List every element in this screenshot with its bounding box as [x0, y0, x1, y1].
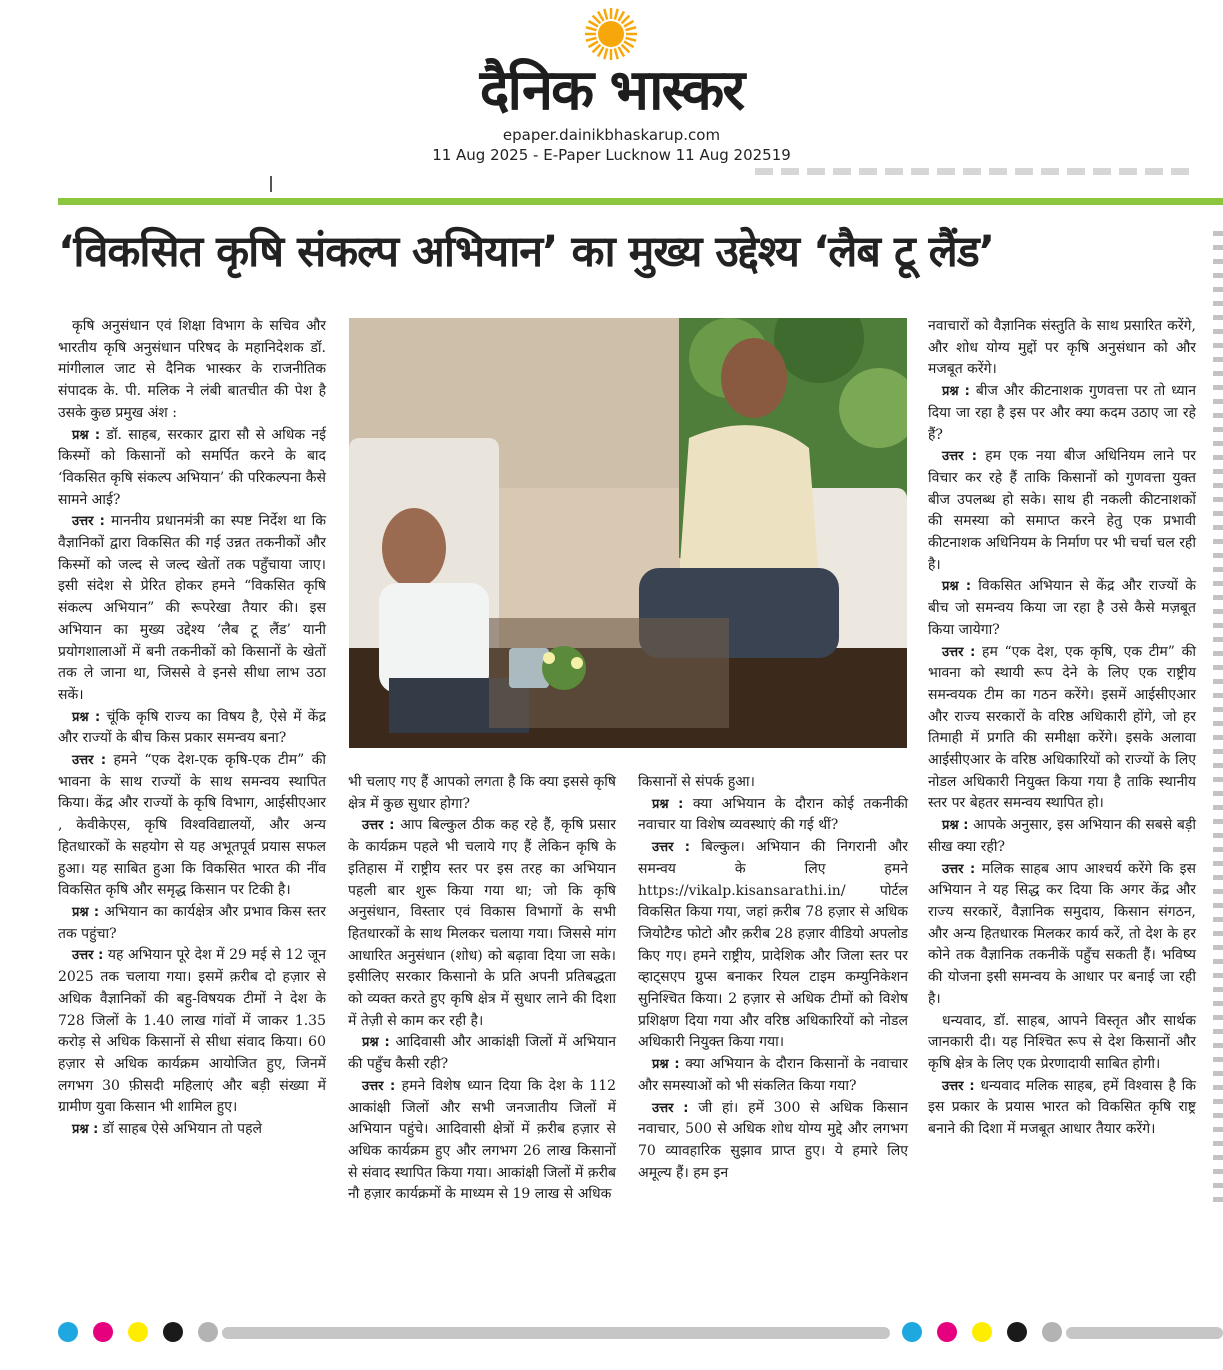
article-paragraph [928, 642, 1196, 816]
faint-text-line [1213, 259, 1223, 264]
faint-text-line [1213, 427, 1223, 432]
registration-dot [937, 1322, 957, 1342]
epaper-url: epaper.dainikbhaskarup.com [502, 126, 721, 144]
faint-text-line [1213, 707, 1223, 712]
registration-dot [902, 1322, 922, 1342]
registration-marks [0, 1322, 1223, 1346]
paragraph-text: हमने “एक देश-एक कृषि-एक टीम” की भावना के साथ राज्यों के साथ समन्वय स्थापित किया। केंद्र और राज्यों के कृषि विभाग, आईसीएआर , केवीकेएस, कृषि विश्वविद्यालयों, और अन्य हितधारकों के सहयोग से यह अभूतपूर्व प्रयास सफल हुआ। यह साबित हुआ कि विकसित भारत की नींव विकसित कृषि और समृद्ध किसान पर टिकी है। [58, 752, 326, 899]
article-paragraph [58, 316, 326, 425]
faint-text-line [1213, 567, 1223, 572]
question-label: प्रश्न : [72, 1122, 99, 1138]
article-paragraph [58, 750, 326, 902]
faint-text-line [1213, 525, 1223, 530]
paragraph-text: किसानों से संपर्क हुआ। [638, 774, 755, 790]
paragraph-text: मलिक साहब आप आश्चर्य करेंगे कि इस अभियान ने यह सिद्ध कर दिया कि अगर केंद्र और राज्य सरकारें, वैज्ञानिक समुदाय, किसान संगठन, और अन्य हितधारक मिलकर कार्य करें, तो देश के हर कोने तक वैज्ञानिक तकनीकें पहुँच सकती हैं। भविष्य की योजना इसी समन्वय के आधार पर बनाई जा रही है। [928, 860, 1197, 1007]
registration-dot [1042, 1322, 1062, 1342]
faint-text-line [1213, 959, 1223, 964]
article-paragraph [58, 511, 326, 706]
registration-dot [198, 1322, 218, 1342]
paragraph-text: विकसित अभियान से केंद्र और राज्यों के बीच जो समन्वय किया जा रहा है उसे कैसे मज़बूत किया जायेगा? [928, 578, 1197, 638]
paragraph-text: माननीय प्रधानमंत्री का स्पष्ट निर्देश था कि वैज्ञानिकों द्वारा विकसित की गई उन्नत तकनीकों और किस्मों को जल्द से जल्द खेतों तक पहुँचाया जाए। इसी संदेश से प्रेरित होकर हमने “विकसित कृषि संकल्प अभियान” की रूपरेखा तैयार की। इस अभियान का मुख्य उद्देश्य ‘लैब टू लैंड’ यानी प्रयोगशालाओं में बनी तकनीकों को किसानों के खेतों तक ले जाना था, जिससे वे इनसे सीधा लाभ उठा सकें। [58, 513, 327, 703]
answer-label: उत्तर : [652, 1100, 689, 1116]
paragraph-text: धन्यवाद मलिक साहब, हमें विश्वास है कि इस प्रकार के प्रयास भारत को विकसित कृषि राष्ट्र बनाने की दिशा में मजबूत आधार तैयार करेंगे। [928, 1077, 1197, 1138]
newspaper-logo: दैनिक भास्कर [479, 58, 744, 123]
faint-text-line [1213, 721, 1223, 726]
article-paragraph [638, 1098, 908, 1185]
article-paragraph [58, 707, 326, 750]
faint-text-line [1213, 455, 1223, 460]
article-paragraph [928, 1011, 1196, 1076]
faint-text-line [1213, 539, 1223, 544]
article-column-1 [58, 316, 326, 1141]
faint-text-line [1213, 861, 1223, 866]
paragraph-text: हमने विशेष ध्यान दिया कि देश के 112 आकांक्षी जिलों और सभी जनजातीय जिलों में अभियान पहुंचे। आदिवासी क्षेत्रों में क़रीब हज़ार से अधिक कार्यक्रम हुए और लगभग 26 लाख किसानों से संवाद स्थापित किया गया। आकांक्षी जिलों में क़रीब नौ हज़ार कार्यक्रमों के माध्यम से 19 लाख से अधिक [348, 1077, 617, 1203]
question-label: प्रश्न : [72, 709, 101, 725]
faint-text-line [1213, 245, 1223, 250]
paragraph-text: धन्यवाद, डॉ. साहब, आपने विस्तृत और सार्थक जानकारी दी। यह निश्चित रूप से देश किसानों और कृषि क्षेत्र के लिए एक प्रेरणादायी साबित होगी। [928, 1012, 1196, 1072]
registration-dot [972, 1322, 992, 1342]
paragraph-text: हम “एक देश, एक कृषि, एक टीम” की भावना को स्थायी रूप देने के लिए एक राष्ट्रीय समन्वयक टीम का गठन करेंगे। इसमें आईसीएआर और राज्य सरकारों के वरिष्ठ अधिकारी होंगे, जो हर तिमाही में प्रगति की समीक्षा करेंगे। इसके अलावा आईसीएआर के वरिष्ठ अधिकारियों को राज्यों के लिए नोडल अधिकारी नियुक्त किया गया है ताकि स्थानीय स्तर पर बेहतर समन्वय स्थापित हो। [928, 643, 1196, 812]
faint-text-line [1213, 1183, 1223, 1188]
faint-text-line [1213, 1113, 1223, 1118]
faint-text-line [1213, 301, 1223, 306]
registration-dot [58, 1322, 78, 1342]
question-label: प्रश्न : [942, 818, 969, 834]
paragraph-text: बीज और कीटनाशक गुणवत्ता पर तो ध्यान दिया जा रहा है इस पर और क्या कदम उठाए जा रहे हैं? [928, 383, 1196, 443]
article-column-2 [348, 772, 616, 1206]
article-paragraph [348, 1032, 616, 1075]
registration-dot [93, 1322, 113, 1342]
article-paragraph [928, 446, 1196, 576]
faint-text-line [1213, 833, 1223, 838]
paragraph-text: क्या अभियान के दौरान किसानों के नवाचार और समस्याओं को भी संकलित किया गया? [638, 1056, 908, 1094]
answer-label: उत्तर : [362, 818, 395, 834]
faint-text-line [1213, 665, 1223, 670]
faint-text-line [1213, 1043, 1223, 1048]
question-label: प्रश्न : [72, 427, 101, 443]
article-paragraph [638, 1054, 908, 1097]
faint-text-line [1213, 1099, 1223, 1104]
faint-text-line [1213, 315, 1223, 320]
faint-text-line [1213, 679, 1223, 684]
faint-text-line [1213, 1001, 1223, 1006]
faint-text-line [1213, 1029, 1223, 1034]
question-label: प्रश्न : [942, 384, 970, 400]
article-paragraph [58, 425, 326, 512]
divider [270, 176, 272, 192]
faint-text-line [1213, 973, 1223, 978]
article-paragraph [928, 859, 1196, 1011]
faint-text-line [1213, 945, 1223, 950]
faint-text-line [1213, 1141, 1223, 1146]
faint-text-line [1213, 1057, 1223, 1062]
faint-text-line [1213, 791, 1223, 796]
article-paragraph [348, 1076, 616, 1206]
faint-text-line [1213, 511, 1223, 516]
article-paragraph [638, 772, 908, 794]
answer-label: उत्तर : [72, 753, 107, 769]
edition-date: 11 Aug 2025 - E-Paper Lucknow 11 Aug 202519 [432, 146, 791, 164]
faint-text-line [1213, 1155, 1223, 1160]
faint-text-line [1213, 805, 1223, 810]
faint-text-line [1213, 819, 1223, 824]
faint-text-line [1213, 637, 1223, 642]
faint-text-line [1213, 231, 1223, 236]
faint-header-text [755, 168, 1195, 175]
faint-text-line [1213, 749, 1223, 754]
article-paragraph [638, 837, 908, 1054]
article-paragraph [928, 576, 1196, 641]
registration-dot [128, 1322, 148, 1342]
faint-text-line [1213, 441, 1223, 446]
paragraph-text: जी हां। हमें 300 से अधिक किसान नवाचार, 500 से अधिक शोध योग्य मुद्दे और लगभग 70 व्यावहारिक सुझाव प्राप्त हुए। ये हमारे लिए अमूल्य हैं। हम इन [638, 1099, 908, 1181]
paragraph-text: हम एक नया बीज अधिनियम लाने पर विचार कर रहे हैं ताकि किसानों को गुणवत्ता युक्त बीज उपलब्ध हो सके। साथ ही नकली कीटनाशकों की समस्या को समाप्त करने हेतु एक प्रभावी कीटनाशक अधिनियम के निर्माण पर भी चर्चा चल रही है। [928, 448, 1196, 573]
faint-text-line [1213, 497, 1223, 502]
answer-label: उत्तर : [942, 1078, 975, 1094]
question-label: प्रश्न : [362, 1035, 390, 1051]
article-paragraph [928, 1076, 1196, 1141]
article-paragraph [348, 815, 616, 1032]
answer-label: उत्तर : [942, 861, 976, 877]
question-label: प्रश्न : [942, 579, 972, 595]
faint-text-line [1213, 651, 1223, 656]
article-paragraph [638, 794, 908, 837]
paragraph-text: डॉ. साहब, सरकार द्वारा सौ से अधिक नई किस्मों को किसानों को समर्पित करने के बाद ‘विकसित कृषि संकल्प अभियान’ की परिकल्पना कैसे सामने आई? [58, 426, 326, 508]
faint-text-line [1213, 553, 1223, 558]
registration-bar [222, 1327, 890, 1339]
faint-text-line [1213, 357, 1223, 362]
faint-text-line [1213, 273, 1223, 278]
article-paragraph [58, 945, 326, 1119]
answer-label: उत्तर : [362, 1078, 396, 1094]
faint-text-line [1213, 623, 1223, 628]
faint-text-line [1213, 931, 1223, 936]
faint-text-line [1213, 469, 1223, 474]
faint-text-line [1213, 777, 1223, 782]
answer-label: उत्तर : [72, 948, 104, 964]
faint-text-line [1213, 917, 1223, 922]
faint-text-line [1213, 1071, 1223, 1076]
question-label: प्रश्न : [72, 904, 100, 920]
masthead [0, 0, 1223, 200]
answer-label: उत्तर : [72, 514, 105, 530]
article-paragraph [928, 316, 1196, 381]
paragraph-text: नवाचारों को वैज्ञानिक संस्तुति के साथ प्रसारित करेंगे, और शोध योग्य मुद्दों पर कृषि अनुसंधान को और मजबूत करेंगे। [928, 318, 1196, 378]
faint-text-line [1213, 987, 1223, 992]
article-column-4 [928, 316, 1196, 1141]
faint-text-line [1213, 399, 1223, 404]
faint-text-line [1213, 1197, 1223, 1202]
faint-text-line [1213, 483, 1223, 488]
faint-text-line [1213, 735, 1223, 740]
faint-text-line [1213, 1015, 1223, 1020]
answer-label: उत्तर : [942, 644, 976, 660]
faint-text-line [1213, 343, 1223, 348]
faint-text-line [1213, 693, 1223, 698]
registration-dot [163, 1322, 183, 1342]
paragraph-text: अभियान का कार्यक्षेत्र और प्रभाव किस स्तर तक पहुंचा? [58, 903, 326, 942]
question-label: प्रश्न : [652, 1057, 680, 1073]
faint-text-line [1213, 329, 1223, 334]
article-headline: ‘विकसित कृषि संकल्प अभियान’ का मुख्य उद्देश्य ‘लैब टू लैंड’ [58, 227, 995, 277]
registration-dot [1007, 1322, 1027, 1342]
paragraph-text: आप बिल्कुल ठीक कह रहे हैं, कृषि प्रसार के कार्यक्रम पहले भी चलाये गए हैं लेकिन कृषि के इतिहास में राष्ट्रीय स्तर पर इस तरह का अभियान पहली बार शुरू किया गया था; जो कि कृषि अनुसंधान, विस्तार एवं विकास विभागों के सभी हितधारकों के साथ मिलकर चलाया गया। जिससे मांग आधारित अनुसंधान (शोध) को बढ़ावा दिया जा सके। इसीलिए सरकार किसानो के प्रति अपनी प्रतिबद्धता को व्यक्त करते हुए कृषि क्षेत्र में सुधार लाने की दिशा में तेज़ी से काम कर रही है। [348, 817, 616, 1029]
paragraph-text: कृषि अनुसंधान एवं शिक्षा विभाग के सचिव और भारतीय कृषि अनुसंधान परिषद के महानिदेशक डॉ. मांगीलाल जाट से दैनिक भास्कर के राजनीतिक संपादक के. पी. मलिक ने लंबी बातचीत की पेश है उसके कुछ प्रमुख अंश : [58, 318, 326, 421]
faint-text-line [1213, 763, 1223, 768]
faint-text-line [1213, 1085, 1223, 1090]
adjacent-page-edge [1210, 222, 1223, 1302]
paragraph-text: आपके अनुसार, इस अभियान की सबसे बड़ी सीख क्या रही? [928, 817, 1196, 855]
faint-text-line [1213, 847, 1223, 852]
accent-bar [58, 198, 1223, 205]
faint-text-line [1213, 1127, 1223, 1132]
faint-text-line [1213, 287, 1223, 292]
faint-text-line [1213, 875, 1223, 880]
faint-text-line [1213, 595, 1223, 600]
faint-text-line [1213, 1169, 1223, 1174]
paragraph-text: क्या अभियान के दौरान कोई तकनीकी नवाचार या विशेष व्यवस्थाएं की गई थीं? [638, 795, 909, 834]
article-paragraph [58, 1119, 326, 1141]
question-label: प्रश्न : [652, 796, 684, 812]
registration-bar [1066, 1327, 1223, 1339]
faint-text-line [1213, 903, 1223, 908]
interview-photo [349, 318, 907, 748]
paragraph-text: चूंकि कृषि राज्य का विषय है, ऐसे में केंद्र और राज्यों के बीच किस प्रकार समन्वय बना? [58, 708, 326, 747]
faint-text-line [1213, 889, 1223, 894]
paragraph-text: डॉ साहब ऐसे अभियान तो पहले [102, 1121, 263, 1138]
article-paragraph [348, 772, 616, 815]
article-paragraph [58, 902, 326, 945]
paragraph-text: बिल्कुल। अभियान की निगरानी और समन्वय के लिए हमने https://vikalp.kisansarathi.in/ पोर्टल विकसित किया गया, जहां क़रीब 78 हज़ार से अधिक जियोटैग्ड फोटो और क़रीब 28 हज़ार वीडियो अपलोड किए गए। हमने राष्ट्रीय, प्रादेशिक और जिला स्तर पर व्हाट्सएप ग्रुप्स बनाकर रियल टाइम कम्युनिकेशन सुनिश्चित किया। 2 हज़ार से अधिक टीमों को विशेष प्रशिक्षण दिया गया और वरिष्ठ अधिकारियों को नोडल अधिकारी नियुक्त किया गया। [638, 839, 908, 1051]
faint-text-line [1213, 581, 1223, 586]
paragraph-text: यह अभियान पूरे देश में 29 मई से 12 जून 2025 तक चलाया गया। इसमें क़रीब दो हज़ार से अधिक वैज्ञानिकों की बहु-विषयक टीमों ने देश के 728 जिलों के 1.40 लाख गांवों में जाकर 1.35 करोड़ से अधिक किसानों से सीधा संवाद किया। 60 हज़ार से अधिक कार्यक्रम आयोजित हुए, जिनमें लगभग 30 फ़ीसदी महिलाएं और बड़ी संख्या में ग्रामीण युवा किसान भी शामिल हुए। [58, 947, 326, 1116]
article-paragraph [928, 815, 1196, 858]
paragraph-text: भी चलाए गए हैं आपको लगता है कि क्या इससे कृषि क्षेत्र में कुछ सुधार होगा? [348, 774, 616, 812]
faint-text-line [1213, 413, 1223, 418]
article-column-3 [638, 772, 908, 1184]
faint-text-line [1213, 385, 1223, 390]
faint-text-line [1213, 609, 1223, 614]
answer-label: उत्तर : [652, 840, 690, 856]
answer-label: उत्तर : [942, 449, 977, 465]
article-paragraph [928, 381, 1196, 446]
paragraph-text: आदिवासी और आकांक्षी जिलों में अभियान की पहुँच कैसी रही? [348, 1034, 616, 1073]
faint-text-line [1213, 371, 1223, 376]
